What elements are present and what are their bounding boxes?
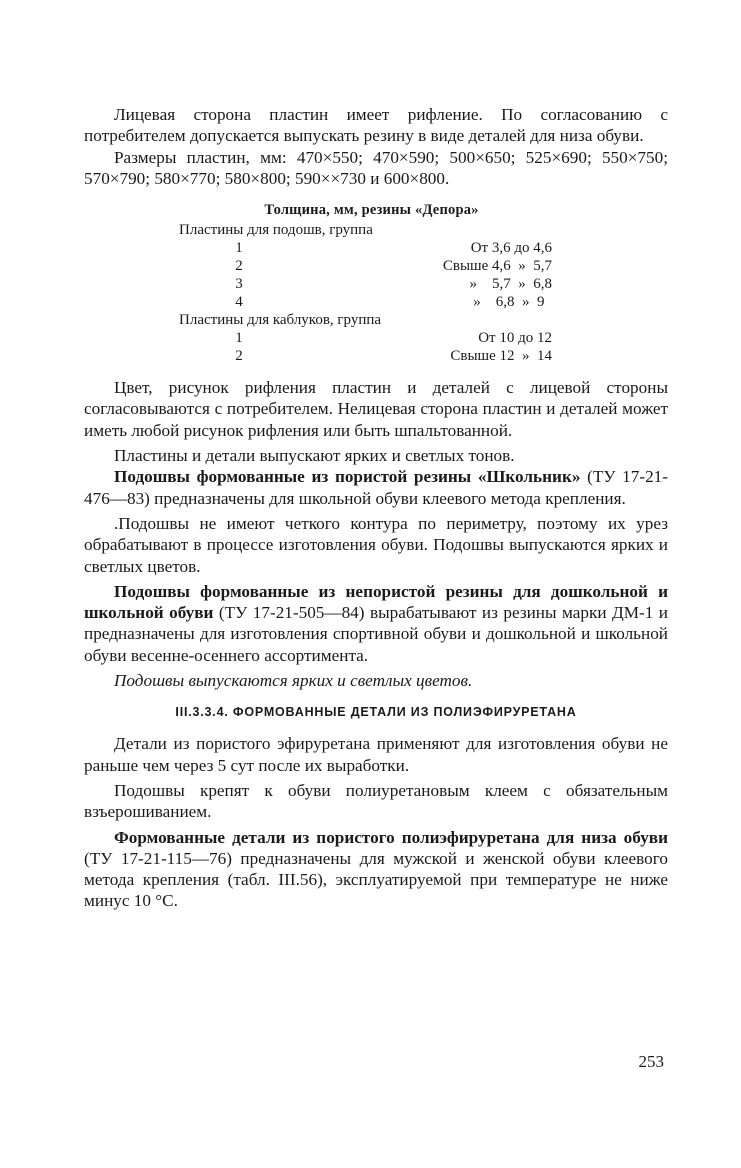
paragraph-contour: .Подошвы не имеют четкого контура по периметру, поэтому их урез обрабатывают в процессе изготовления обуви. Подошвы выпускаются ярких и светлых цветов. bbox=[84, 513, 668, 576]
nonporous-text: (ТУ 17-21-505—84) вырабатывают из резины марки ДМ-1 и предназначены для изготовления спортивной обуви и дошкольной и школьной обуви весенне-осеннего ассортимента. bbox=[84, 603, 668, 665]
table-cell-group: 1 bbox=[235, 330, 243, 347]
table-group-heels-label: Пластины для каблуков, группа bbox=[179, 312, 382, 329]
table-group-soles-label: Пластины для подошв, группа bbox=[179, 222, 373, 239]
shkolnik-bold-title: Подошвы формованные из пористой резины «Школьник» bbox=[114, 467, 581, 487]
paragraph-color: Цвет, рисунок рифления пластин и деталей с лицевой стороны согласовываются с потребителем. Нелицевая сторона пластин и деталей может иметь любой рисунок рифления или быть шпальтованной. bbox=[84, 378, 668, 440]
table-caption: Толщина, мм, резины «Депора» bbox=[264, 202, 479, 219]
table-row bbox=[179, 257, 564, 275]
paragraph-tones: Пластины и детали выпускают ярких и светлых тонов. bbox=[114, 446, 515, 466]
table-cell-group: 2 bbox=[235, 258, 243, 275]
table-cell-thickness: Свыше 12 » 14 bbox=[450, 348, 552, 365]
paragraph-plate-sizes: Размеры пластин, мм: 470×550; 470×590; 500×650; 525×690; 550×750; 570×790; 580×770; 580×800; 590××730 и 600×800. bbox=[84, 147, 668, 188]
polyester-text: (ТУ 17-21-115—76) предназначены для мужской и женской обуви клеевого метода крепления (табл. III.56), эксплуатируемой при температуре не ниже минус 10 °С. bbox=[84, 848, 668, 911]
table-cell-thickness: От 3,6 до 4,6 bbox=[470, 240, 552, 257]
paragraph-glue: Подошвы крепят к обуви полиуретановым клеем с обязательным взъерошиванием. bbox=[84, 780, 668, 822]
table-row bbox=[179, 347, 564, 365]
paragraph-ester-urethane: Детали из пористого эфируретана применяют для изготовления обуви не раньше чем через 5 сут после их выработки. bbox=[84, 734, 668, 775]
polyester-bold-title: Формованные детали из пористого полиэфируретана для низа обуви bbox=[114, 827, 668, 847]
table-cell-thickness: Свыше 4,6 » 5,7 bbox=[442, 258, 552, 275]
table-cell-thickness: » 6,8 » 9 bbox=[473, 294, 552, 311]
table-cell-group: 1 bbox=[235, 240, 243, 257]
table-cell-group: 3 bbox=[235, 276, 243, 293]
nonporous-bold-title: Подошвы формованные из непористой резины для дошкольной и школьной обуви bbox=[84, 581, 668, 623]
table-row bbox=[179, 329, 564, 347]
section-heading: III.3.3.4. ФОРМОВАННЫЕ ДЕТАЛИ ИЗ ПОЛИЭФИРУРЕТАНА bbox=[175, 705, 577, 720]
page-body bbox=[84, 104, 668, 912]
thickness-table bbox=[179, 201, 564, 365]
paragraph-nonporous bbox=[84, 581, 668, 666]
page-number: 253 bbox=[638, 1052, 664, 1071]
table-row bbox=[179, 275, 564, 293]
table-cell-group: 2 bbox=[235, 348, 243, 365]
table-cell-group: 4 bbox=[235, 294, 243, 311]
table-cell-thickness: » 5,7 » 6,8 bbox=[469, 276, 552, 293]
paragraph-colors-bright bbox=[84, 670, 668, 691]
table-cell-thickness: От 10 до 12 bbox=[478, 330, 552, 347]
paragraph-1: Лицевая сторона пластин имеет рифление. По согласованию с потребителем допускается выпускать резину в виде деталей для низа обуви. bbox=[84, 105, 668, 146]
paragraph-polyester-urethane bbox=[84, 827, 668, 912]
shkolnik-text: (ТУ 17-21-476—83) предназначены для школьной обуви клеевого метода крепления. bbox=[84, 467, 669, 508]
table-row bbox=[179, 239, 564, 257]
colors-bright-text: Подошвы выпускаются ярких и светлых цветов. bbox=[114, 671, 473, 691]
table-row bbox=[179, 293, 564, 311]
paragraph-shkolnik bbox=[84, 466, 668, 509]
